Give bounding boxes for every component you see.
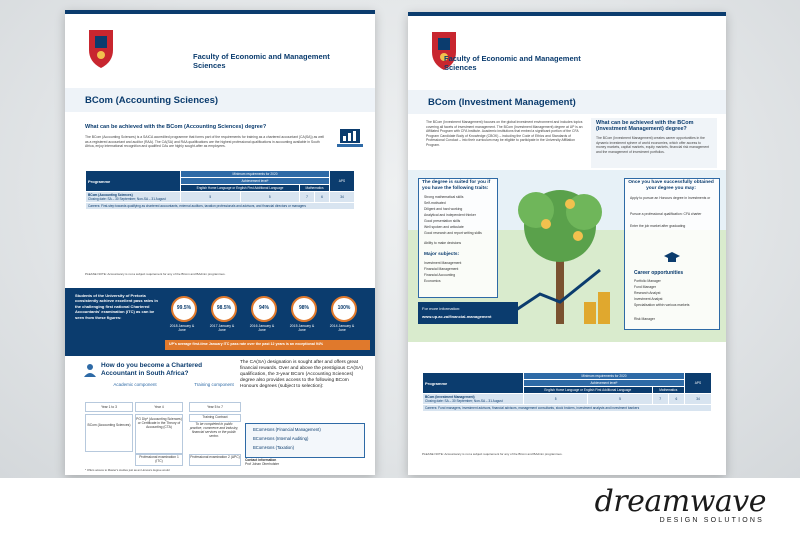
requirements-table [422,372,712,412]
pass-rate-year: 2016 January & June [249,324,275,332]
degree-question: What can be achieved with the BCom (Accounting Sciences) degree? [85,124,267,130]
exam-2-tile: Professional examination 2 (APC) [189,454,241,466]
table-note: PLEASE NOTE: Accountancy is not a subject requirement for any of the BCom and BAdmin programmes. [85,272,226,276]
pass-rate-circle [251,296,277,322]
pass-rate-year: 2017 January & June [209,324,235,332]
subjects-heading: Major subjects: [424,252,460,257]
career-heading: Career opportunities [634,270,684,276]
page-title: BCom (Investment Management) [428,97,576,108]
trait-item: Good presentation skills [424,219,461,223]
col-programme: Programme [423,373,524,394]
trait-item: Diligent and hard working [424,207,463,211]
pass-rate-year: 2015 January & June [289,324,315,332]
contact-name: Prof Johan Oberholster [245,462,280,467]
trait-item: Good research and report writing skills [424,231,482,235]
exam-1-tile: Professional examination 1 (ITC) [135,454,183,466]
degree-intro: The BCom (Investment Management) focuses on the global investment environment and includes topics covering all facets of investment management. The BCom (Investment Management) degree at UP is an Affiliated Program with CFA Institute. Academic institutions that embed a significant portion of the CFA Program Candidate Body of Knowledge (CBOK) – including the Code of Ethics and Standards of Professional Conduct – into their curriculum may be eligible to participate in the University Affiliation Program. [426,120,583,147]
brand-tagline: DESIGN SOLUTIONS [659,517,764,524]
brochure-header [65,10,375,86]
level-cell: 6 [314,192,329,203]
year-tile: Year 1 to 3 [85,402,133,412]
faculty-name: Faculty of Economic and Management Sciences [444,54,581,72]
obtained-item: Apply to pursue an Honours degree in Investments or [630,196,711,200]
table-subheader: Achievement level* [181,178,330,185]
col-aps: APS [330,171,355,192]
level-cell: 5 [240,192,300,203]
header-bar [408,12,726,16]
table-row [86,192,181,203]
header-bar [65,10,375,14]
level-cell: 5 [588,394,652,405]
career-item: Specialisation within various markets [634,303,690,307]
row-programme: BCom (Investment Management) [425,395,475,399]
contract-tile: Training Contract [189,414,241,422]
graduate-cap-icon [664,250,680,266]
level-cell: 5 [524,394,588,405]
brochure-header [408,12,726,88]
page-title: BCom (Accounting Sciences) [85,95,219,106]
col-english: English Home Language or English First Additional Language [524,387,653,394]
pass-rate-year: 2014 January & June [329,324,355,332]
level-cell: 5 [181,192,241,203]
pass-rate-circle [171,296,197,322]
laptop-chart-icon [337,128,363,148]
degree-intro: The BCom (Accounting Sciences) is a SAICA accredited programme that forms part of the requirements for training as a chartered accountant (CA(SA)) as well as a registered accountant and auditor (RAA). The CA(SA) and RAA qualifications are the highest professional qualifications in accounting available in South Africa, enjoy international recognition and qualified CAs are highly sought-after as employees. [85,135,324,149]
pass-rate-value: 98.5% [216,305,232,311]
trait-item: Self-motivated [424,201,446,205]
col-aps: APS [685,373,712,394]
col-english: English Home Language or English First Additional Language [181,185,300,192]
trait-item: Ability to make decisions [424,241,462,245]
col-math: Mathematics [652,387,684,394]
table-header: Minimum requirements for 2020 [524,373,685,380]
how-footnote: * Offers access to Master's studies just as an Honours degree would [85,468,170,472]
faculty-name: Faculty of Economic and Management Sciences [193,52,330,70]
year-tile: Year 5 to 7 [189,402,241,412]
requirements-table [85,170,355,210]
level-cell: 6 [668,394,684,405]
career-item: Portfolio Manager [634,279,661,283]
col-programme: Programme [86,171,181,192]
trait-item: Well spoken and articulate [424,225,464,229]
pass-rate-label: Students of the University of Pretoria consistently achieve excellent pass rates in the challenging first national Chartered Accountants' examination (ITC) as can be seen from these figures: [75,293,158,320]
pass-rate-value: 99.5% [176,305,192,311]
pass-rate-value: 94% [258,305,269,311]
pass-rate-value: 100% [337,305,351,311]
traits-heading: The degree is suited for you if you have the following traits: [422,180,491,191]
subject-item: Investment Management [424,261,462,265]
more-info-link[interactable]: www.up.ac.za/financial-management [422,314,492,319]
brand-logo [576,484,776,530]
careers-row: Careers: Fund managers, investment advisors, financial advisors, management consultants, stock brokers, investment analysts and investment bankers [423,405,712,412]
pgdip-tile: PG Dip* (Accounting Sciences) or Certificate in the Theory of Accounting (CTA) [135,414,183,454]
level-cell: 7 [652,394,668,405]
table-row [423,394,524,405]
degree-question: What can be achieved with the BCom (Investment Management) degree? [596,120,694,132]
year-tile: Year 4 [135,402,183,412]
career-item: Research Analyst [634,291,661,295]
people-icon [83,363,97,377]
aps-cell: 34 [330,192,355,203]
ca-path-heading: How do you become a Chartered Accountant in South Africa? [101,362,203,377]
pass-rate-footer: UP's average first-time January ITC pass rate over the past 12 years is an exceptional 94% [169,342,324,346]
ca-designation-text: The CA(SA) designation is sought after and offers great financial rewards. Over and above the prestigious CA(SA) qualification, the 3-year BCom (Accounting Sciences) degree also provides access to the following BCom Honours degrees (subject to selection): [240,360,363,390]
university-crest-icon [87,28,115,72]
row-programme: BCom (Accounting Sciences) [88,193,133,197]
honours-item: BComHons (Taxation) [253,445,294,450]
subject-item: Financial Accounting [424,273,456,277]
subject-item: Economics [424,279,441,283]
career-item: Risk Manager [634,317,655,321]
obtained-item: Enter the job market after graduating [630,224,686,228]
subject-item: Financial Management [424,267,459,271]
honours-item: BComHons (Financial Management) [253,427,321,432]
academic-heading: Academic component [113,382,157,387]
trait-item: Analytical and independent thinker [424,213,476,217]
honours-item: BComHons (Internal Auditing) [253,436,309,441]
contact-heading: Contact information [245,458,277,462]
aps-cell: 34 [685,394,712,405]
row-closing: Closing date: SA – 30 September; Non-SA – 31 August [88,197,166,201]
training-heading: Training component [194,382,234,387]
brochure-accounting-sciences [65,10,375,475]
careers-row: Careers: First-step towards qualifying as chartered accountants, external auditors, taxation professionals and advisors, and financial directors or managers [86,203,355,210]
pass-rate-year: 2018 January & June [169,324,195,332]
pass-rate-circle [211,296,237,322]
money-tree-illustration [500,174,620,334]
col-math: Mathematics [300,185,330,192]
contact-info [245,458,279,466]
obtained-heading: Once you have successfully obtained your degree you may: [628,180,714,191]
degree-answer: The BCom (Investment Management) creates career opportunities in the dynamic investment sphere of world economies, which offer access to money markets, capital markets, equity markets, financial risk management and the management of investment portfolios. [596,136,710,154]
trait-item: Strong mathematical skills [424,195,464,199]
table-note: PLEASE NOTE: Accountancy is not a subject requirement for any of the BCom and BAdmin programmes. [422,452,563,456]
row-closing: Closing date: SA – 30 September; Non-SA – 31 August [425,399,503,403]
table-subheader: Achievement level* [524,380,685,387]
brochure-investment-management [408,12,726,475]
more-info-label: For more information: [422,306,461,311]
table-header: Minimum requirements for 2020 [181,171,330,178]
pass-rate-circle [331,296,357,322]
career-item: Investment Analyst [634,297,663,301]
career-item: Fund Manager [634,285,657,289]
brand-name: dreamwave [594,484,766,519]
level-cell: 7 [300,192,315,203]
bcom-tile: BCom (Accounting Sciences) [85,414,133,452]
contract-note: To be completed in public practice, commerce and industry, financial services or the public sector. [189,422,239,448]
pass-rate-circle [291,296,317,322]
obtained-item: Pursue a professional qualification: CFA charter [630,212,702,216]
pass-rate-value: 98% [298,305,309,311]
